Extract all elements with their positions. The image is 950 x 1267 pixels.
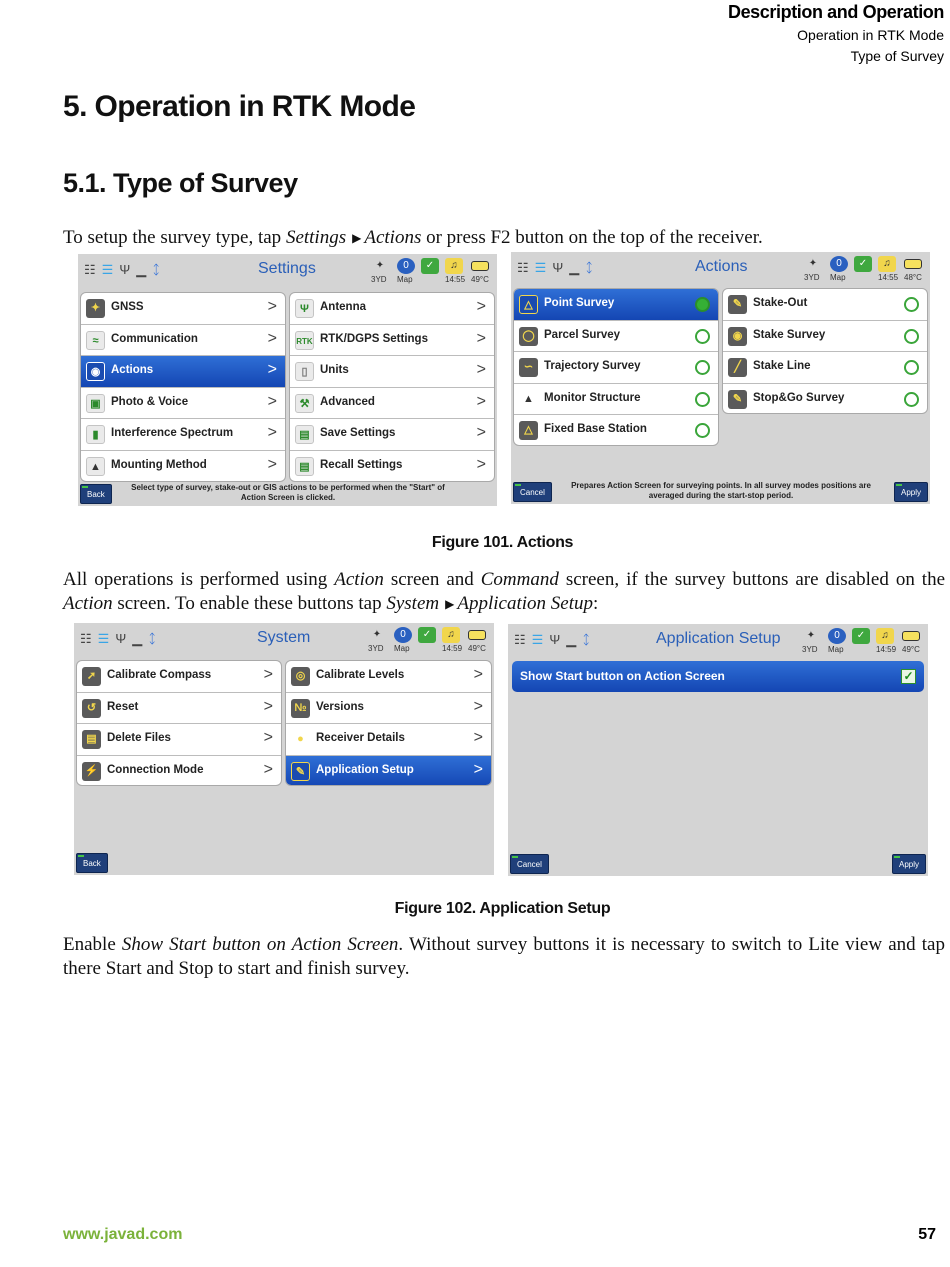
stop-go-icon: ✎	[728, 390, 747, 409]
temp-label: 49°C	[471, 275, 489, 284]
rtk-icon: ✓	[852, 628, 870, 644]
base-station-icon: △	[519, 421, 538, 440]
versions-icon: №	[291, 699, 310, 718]
operations-paragraph: All operations is performed using Action screen and Command screen, if the survey buttons are disabled on the Action screen. To enable these buttons tap System ▶ Application Setup:	[63, 569, 945, 614]
chevron-right-icon: >	[263, 729, 273, 746]
level-icon: ◎	[291, 667, 310, 686]
rtk-icon: ✓	[854, 256, 872, 272]
map-label: Map	[830, 273, 846, 282]
rtk-icon: RTK	[295, 331, 314, 350]
satellite-icon: ✦	[86, 299, 105, 318]
map-icon: 0	[828, 628, 846, 644]
antenna-icon: Ψ	[549, 632, 567, 647]
page-number: 57	[918, 1226, 936, 1243]
temp-label: 49°C	[468, 644, 486, 653]
trajectory-icon: ∽	[519, 358, 538, 377]
battery-icon	[902, 631, 920, 641]
time-label: 14:59	[876, 645, 897, 654]
screen-title: Actions	[695, 258, 748, 275]
satellite-icon: ✦	[808, 258, 818, 269]
tripod-icon: ▲	[86, 457, 105, 476]
menu-item-connection-mode[interactable]: ⚡ Connection Mode >	[77, 756, 281, 787]
status-indicators	[802, 627, 924, 657]
radio-selected[interactable]	[695, 297, 710, 312]
delete-files-icon: ▤	[82, 730, 101, 749]
tower-icon: ▲	[519, 390, 538, 409]
figure-102-caption: Figure 102. Application Setup	[394, 900, 611, 917]
app-setup-icon: ✎	[291, 762, 310, 781]
running-header-chapter: Operation in RTK Mode	[797, 27, 944, 43]
show-start-button-option[interactable]: Show Start button on Action Screen ✓	[512, 661, 924, 692]
compass-icon: ➚	[82, 667, 101, 686]
menu-item-receiver-details[interactable]: ● Receiver Details >	[286, 724, 491, 756]
plug-icon: ⚡	[82, 762, 101, 781]
network-icon: ☷	[517, 260, 535, 275]
action-fixed-base-station[interactable]: △ Fixed Base Station	[514, 415, 718, 446]
chevron-right-icon: >	[476, 455, 486, 473]
actions-icon: ◉	[86, 362, 105, 381]
action-stake-survey[interactable]: ◉ Stake Survey	[723, 321, 927, 353]
action-stake-line[interactable]: ╱ Stake Line	[723, 352, 927, 384]
chapter-title: 5. Operation in RTK Mode	[63, 90, 416, 123]
signal-icon: ▁	[132, 631, 149, 646]
chevron-right-icon: >	[476, 392, 486, 410]
wifi-icon: ☰	[534, 260, 553, 275]
sats-label: 3YD	[804, 273, 820, 282]
back-button[interactable]: Back	[80, 484, 112, 504]
status-icons	[514, 632, 596, 648]
antenna-icon: Ψ	[552, 260, 570, 275]
menu-item-gnss[interactable]: ✦ GNSS >	[81, 293, 285, 325]
status-indicators	[368, 626, 490, 656]
menu-item-delete-files[interactable]: ▤ Delete Files >	[77, 724, 281, 756]
antenna-icon: Ψ	[119, 262, 137, 277]
menu-item-application-setup[interactable]: ✎ Application Setup >	[286, 756, 491, 787]
arrow-right-icon: ▶	[445, 597, 455, 611]
user-icon: ●	[291, 730, 310, 749]
radio-button[interactable]	[904, 392, 919, 407]
menu-item-recall-settings[interactable]: ▤ Recall Settings >	[290, 451, 494, 483]
cancel-button[interactable]: Cancel	[513, 482, 552, 502]
parcel-survey-icon: ◯	[519, 327, 538, 346]
reset-icon: ↺	[82, 699, 101, 718]
menu-item-interference-spectrum[interactable]: ▮ Interference Spectrum >	[81, 419, 285, 451]
running-header-topic: Type of Survey	[850, 48, 944, 64]
status-icons	[80, 631, 162, 647]
settings-hint: Select type of survey, stake-out or GIS actions to be performed when the "Start" of Action Screen is clicked.	[131, 483, 445, 502]
speaker-icon: ♫	[876, 628, 894, 644]
bluetooth-icon: ᛨ	[585, 260, 599, 275]
point-survey-icon: △	[519, 295, 538, 314]
action-stop-go-survey[interactable]: ✎ Stop&Go Survey	[723, 384, 927, 415]
menu-item-reset[interactable]: ↺ Reset >	[77, 693, 281, 725]
bluetooth-icon: ᛨ	[152, 262, 166, 277]
menu-item-advanced[interactable]: ⚒ Advanced >	[290, 388, 494, 420]
radio-button[interactable]	[695, 329, 710, 344]
chevron-right-icon: >	[263, 666, 273, 683]
status-icons	[84, 262, 166, 278]
menu-item-actions[interactable]: ◉ Actions >	[81, 356, 285, 388]
sats-label: 3YD	[802, 645, 818, 654]
settings-screen	[78, 254, 497, 506]
system-menu-right	[285, 660, 492, 786]
map-label: Map	[394, 644, 410, 653]
radio-button[interactable]	[695, 360, 710, 375]
status-bar	[78, 254, 497, 288]
footer-website-link[interactable]: www.javad.com	[63, 1226, 183, 1243]
action-point-survey[interactable]: △ Point Survey	[514, 289, 718, 321]
antenna-icon: Ψ	[295, 299, 314, 318]
battery-icon	[471, 261, 489, 271]
status-indicators	[371, 257, 493, 287]
speaker-icon: ♫	[442, 627, 460, 643]
menu-item-save-settings[interactable]: ▤ Save Settings >	[290, 419, 494, 451]
action-trajectory-survey[interactable]: ∽ Trajectory Survey	[514, 352, 718, 384]
status-bar	[508, 624, 928, 658]
chevron-right-icon: >	[267, 329, 277, 347]
chevron-right-icon: >	[267, 298, 277, 315]
action-stake-out[interactable]: ✎ Stake-Out	[723, 289, 927, 321]
running-header-section: Description and Operation	[727, 2, 944, 22]
chevron-right-icon: >	[263, 760, 273, 778]
speaker-icon: ♫	[878, 256, 896, 272]
menu-item-calibrate-compass[interactable]: ➚ Calibrate Compass >	[77, 661, 281, 693]
satellite-icon: ✦	[806, 630, 816, 641]
cancel-button[interactable]: Cancel	[510, 854, 549, 874]
recall-icon: ▤	[295, 457, 314, 476]
screen-title: System	[257, 629, 311, 646]
ruler-icon: ▯	[295, 362, 314, 381]
actions-hint: Prepares Action Screen for surveying points. In all survey modes positions are averaged during the start-stop period.	[571, 481, 871, 500]
actions-menu-left	[513, 288, 719, 446]
menu-item-versions[interactable]: № Versions >	[286, 693, 491, 725]
application-setup-screen	[508, 624, 928, 876]
system-menu-left	[76, 660, 282, 786]
screen-title: Settings	[258, 260, 316, 277]
settings-menu-left	[80, 292, 286, 482]
enable-paragraph: Enable Show Start button on Action Screen. Without survey buttons it is necessary to switch to Lite view and tap there Start and Stop to start and finish survey.	[63, 934, 945, 979]
chevron-right-icon: >	[473, 760, 483, 778]
chevron-right-icon: >	[476, 298, 486, 315]
satellite-icon: ✦	[375, 260, 385, 271]
chevron-right-icon: >	[476, 424, 486, 441]
status-bar	[74, 623, 494, 657]
menu-item-photo-voice[interactable]: ▣ Photo & Voice >	[81, 388, 285, 420]
apply-button[interactable]: Apply	[894, 482, 928, 502]
radio-button[interactable]	[904, 297, 919, 312]
sats-label: 3YD	[368, 644, 384, 653]
bluetooth-icon: ᛨ	[582, 632, 596, 647]
spectrum-icon: ▮	[86, 425, 105, 444]
chevron-right-icon: >	[473, 729, 483, 746]
menu-item-units[interactable]: ▯ Units >	[290, 356, 494, 388]
figure-101-caption: Figure 101. Actions	[431, 534, 574, 551]
menu-item-antenna[interactable]: Ψ Antenna >	[290, 293, 494, 325]
radio-button[interactable]	[904, 360, 919, 375]
chevron-right-icon: >	[473, 666, 483, 683]
camera-icon: ▣	[86, 394, 105, 413]
signal-icon: ▁	[566, 632, 583, 647]
action-parcel-survey[interactable]: ◯ Parcel Survey	[514, 321, 718, 353]
menu-item-mounting-method[interactable]: ▲ Mounting Method >	[81, 451, 285, 483]
menu-item-calibrate-levels[interactable]: ◎ Calibrate Levels >	[286, 661, 491, 693]
map-label: Map	[828, 645, 844, 654]
chevron-right-icon: >	[267, 455, 277, 473]
battery-icon	[904, 259, 922, 269]
actions-menu-right	[722, 288, 928, 414]
stake-line-icon: ╱	[728, 358, 747, 377]
wifi-icon: ≈	[86, 331, 105, 350]
system-screen	[74, 623, 494, 875]
rtk-icon: ✓	[421, 258, 439, 274]
status-icons	[517, 260, 599, 276]
actions-screen	[511, 252, 930, 504]
apply-button[interactable]: Apply	[892, 854, 926, 874]
menu-item-communication[interactable]: ≈ Communication >	[81, 325, 285, 357]
tools-icon: ⚒	[295, 394, 314, 413]
menu-item-rtk-dgps[interactable]: RTK RTK/DGPS Settings >	[290, 325, 494, 357]
signal-icon: ▁	[136, 262, 153, 277]
settings-menu-right	[289, 292, 495, 482]
checkbox-checked-icon[interactable]: ✓	[901, 669, 916, 684]
stake-survey-icon: ◉	[728, 327, 747, 346]
chevron-right-icon: >	[267, 392, 277, 410]
signal-icon: ▁	[569, 260, 586, 275]
status-bar	[511, 252, 930, 286]
temp-label: 49°C	[902, 645, 920, 654]
radio-button[interactable]	[695, 423, 710, 438]
speaker-icon: ♫	[445, 258, 463, 274]
chevron-right-icon: >	[473, 697, 483, 715]
time-label: 14:55	[445, 275, 466, 284]
bluetooth-icon: ᛨ	[148, 631, 162, 646]
stake-out-icon: ✎	[728, 295, 747, 314]
temp-label: 48°C	[904, 273, 922, 282]
satellite-icon: ✦	[372, 629, 382, 640]
chevron-right-icon: >	[476, 361, 486, 378]
map-icon: 0	[394, 627, 412, 643]
radio-button[interactable]	[904, 329, 919, 344]
network-icon: ☷	[80, 631, 98, 646]
map-label: Map	[397, 275, 413, 284]
arrow-right-icon: ▶	[352, 231, 362, 245]
section-title: 5.1. Type of Survey	[63, 168, 298, 198]
action-monitor-structure[interactable]: ▲ Monitor Structure	[514, 384, 718, 416]
status-indicators	[804, 255, 926, 285]
intro-paragraph: To setup the survey type, tap Settings ▶ Actions or press F2 button on the top of the receiver.	[63, 227, 763, 248]
time-label: 14:59	[442, 644, 463, 653]
chevron-right-icon: >	[267, 361, 277, 378]
map-icon: 0	[830, 256, 848, 272]
wifi-icon: ☰	[531, 632, 550, 647]
map-icon: 0	[397, 258, 415, 274]
wifi-icon: ☰	[97, 631, 116, 646]
radio-button[interactable]	[695, 392, 710, 407]
time-label: 14:55	[878, 273, 899, 282]
rtk-icon: ✓	[418, 627, 436, 643]
back-button[interactable]: Back	[76, 853, 108, 873]
screen-title: Application Setup	[656, 630, 781, 647]
battery-icon	[468, 630, 486, 640]
save-icon: ▤	[295, 425, 314, 444]
chevron-right-icon: >	[476, 329, 486, 347]
network-icon: ☷	[514, 632, 532, 647]
chevron-right-icon: >	[263, 697, 273, 715]
network-icon: ☷	[84, 262, 102, 277]
wifi-icon: ☰	[101, 262, 120, 277]
chevron-right-icon: >	[267, 424, 277, 441]
antenna-icon: Ψ	[115, 631, 133, 646]
sats-label: 3YD	[371, 275, 387, 284]
